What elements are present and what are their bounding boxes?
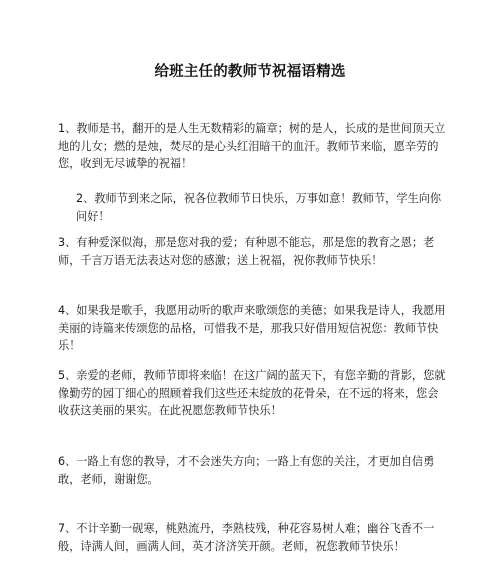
paragraph-4: 4、如果我是歌手，我愿用动听的歌声来歌颂您的美德；如果我是诗人，我愿用美丽的诗篇来传颂您的品格，可惜我不是，那我只好借用短信祝您：教师节快乐！: [58, 304, 446, 352]
document-title: 给班主任的教师节祝福语精选: [154, 64, 346, 80]
paragraph-3: 3、有种爱深似海，那是您对我的爱；有种恩不能忘，那是您的教育之恩；老师，千言万语无法表达对您的感激；送上祝福，祝你教师节快乐！: [58, 236, 435, 267]
paragraph-5: 5、亲爱的老师，教师节即将来临！在这广阔的蓝天下，有您辛勤的背影，您就像勤劳的园丁细心的照顾着我们这些还未绽放的花骨朵，在不远的将来，您会收获这美丽的果实。在此祝愿您教师节快乐！: [58, 369, 446, 417]
paragraph-2: 2、教师节到来之际，祝各位教师节日快乐，万事如意！教师节，学生向你问好！: [76, 192, 442, 223]
paragraph-6: 6、一路上有您的教导，才不会迷失方向；一路上有您的关注，才更加自信勇敢，老师，谢谢您。: [58, 455, 435, 486]
paragraph-1: 1、教师是书，翻开的是人生无数精彩的篇章；树的是人，长成的是世间顶天立地的儿女；燃的是烛，焚尽的是心头红泪暗干的血汗。教师节来临，愿辛劳的您，收到无尽诚挚的祝福！: [58, 122, 446, 170]
paragraph-7: 7、不计辛勤一砚寒，桃熟流丹，李熟枝残，种花容易树人难；幽谷飞香不一般，诗满人间，画满人间，英才济济笑开颜。老师，祝您教师节快乐！: [58, 522, 435, 553]
